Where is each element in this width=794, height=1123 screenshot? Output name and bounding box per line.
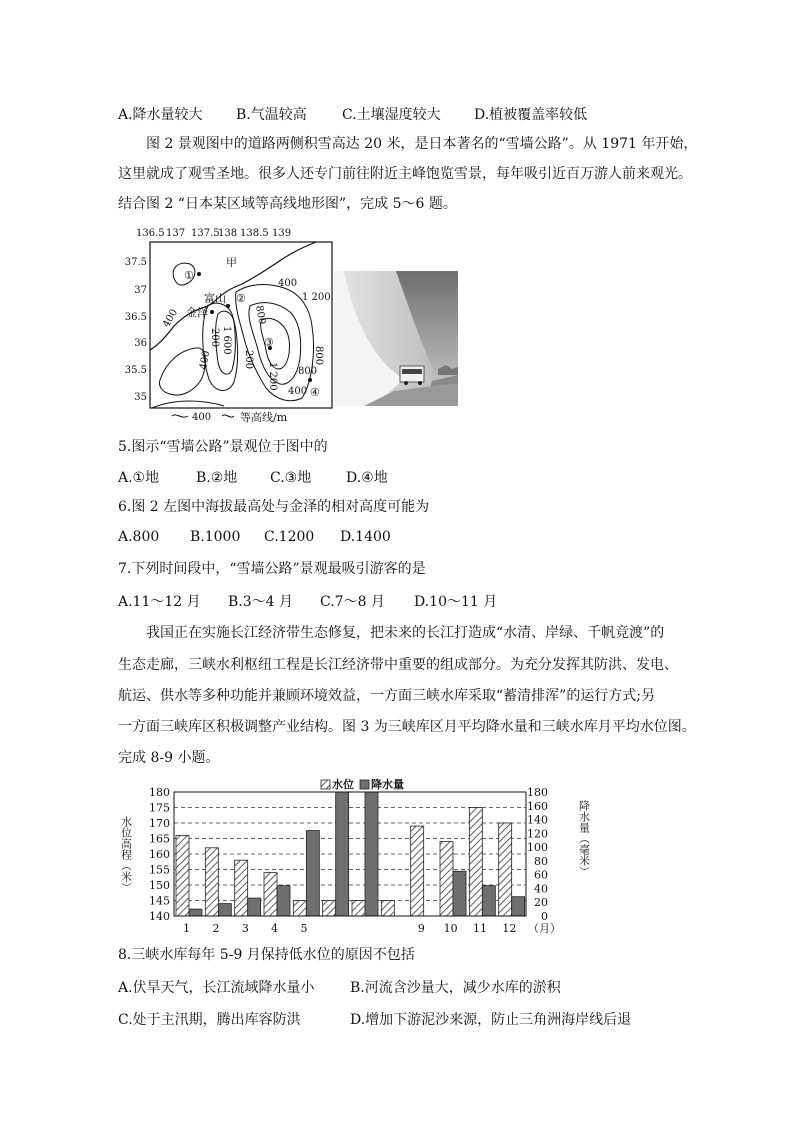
left-tick-label: 150	[149, 879, 170, 892]
intro89-line-5: 完成 8-9 小题。	[118, 750, 220, 766]
left-tick-label: 175	[149, 801, 170, 815]
legend-precip-swatch	[360, 780, 369, 789]
lon-tick: 139	[272, 228, 292, 239]
water-level-bar	[323, 901, 336, 917]
contour-label: 1 200	[267, 362, 278, 391]
month-label: 11	[473, 922, 487, 935]
contour-label: 200	[243, 350, 254, 370]
right-tick-label: 120	[527, 827, 548, 841]
right-tick-label: 180	[527, 786, 548, 799]
legend-text: 等高线/m	[240, 411, 288, 424]
precipitation-bar	[453, 871, 466, 916]
month-label: 5	[300, 922, 308, 935]
right-tick-label: 100	[527, 841, 548, 855]
legend-water-swatch	[321, 780, 330, 789]
precipitation-bar	[248, 898, 261, 916]
q5-option-a: A.①地	[118, 470, 160, 486]
q7-option-b: B.3～4 月	[228, 594, 294, 610]
right-tick-label: 140	[527, 813, 548, 827]
lat-tick: 35	[134, 392, 147, 403]
left-tick-label: 160	[149, 848, 170, 861]
q4-option-d: D.植被覆盖率较低	[474, 107, 588, 123]
right-tick-label: 80	[534, 854, 548, 868]
town-dot	[226, 304, 230, 308]
place-jinze: 金泽	[186, 306, 208, 319]
water-level-bar	[205, 848, 218, 916]
town-dot	[210, 310, 214, 314]
month-label: 4	[271, 922, 279, 935]
right-tick-label: 0	[541, 910, 548, 923]
precipitation-bar	[218, 904, 231, 916]
town-dot	[308, 378, 312, 382]
right-axis-ticks	[527, 786, 548, 923]
month-label: 2	[212, 922, 220, 935]
q5-option-c: C.③地	[270, 470, 312, 486]
contour-label: 1 200	[302, 292, 331, 303]
q7-option-c: C.7～8 月	[320, 594, 385, 610]
q6-option-a: A.800	[118, 529, 160, 545]
q8-stem: 8.三峡水库每年 5-9 月保持低水位的原因不包括	[118, 947, 415, 963]
precipitation-bar	[277, 886, 290, 916]
intro89-line-1: 我国正在实施长江经济带生态修复，把未来的长江打造成“水清、岸绿、千帆竞渡”的	[146, 625, 665, 641]
contour-label: 400	[161, 307, 181, 330]
contour-label: 800	[313, 346, 324, 366]
precipitation-bar	[482, 886, 495, 916]
q6-option-b: B.1000	[190, 529, 241, 545]
left-tick-label: 140	[149, 910, 170, 923]
month-label: 9	[417, 922, 425, 935]
lat-tick: 35.5	[124, 365, 147, 376]
q7-option-a: A.11～12 月	[118, 594, 201, 610]
q5-stem: 5.图示“雪墙公路”景观位于图中的	[118, 439, 328, 455]
town-dot	[197, 272, 201, 276]
q8-option-d: D.增加下游泥沙来源，防止三角洲海岸线后退	[350, 1012, 632, 1028]
intro89-line-3: 航运、供水等多种功能并兼顾环境效益，一方面三峡水库采取“蓄清排浑”的运行方式;另	[118, 688, 656, 704]
contour-map	[116, 222, 336, 428]
left-tick-label: 155	[149, 863, 170, 877]
lat-tick: 37.5	[124, 257, 147, 268]
place-fushan: 富山	[204, 292, 226, 305]
month-label: 3	[241, 922, 249, 935]
right-tick-label: 40	[534, 882, 548, 896]
water-level-bar	[293, 901, 306, 917]
water-level-bar	[469, 808, 482, 917]
lon-tick: 138.5	[240, 228, 269, 239]
lon-tick: 137	[166, 228, 186, 239]
contour-label: 800	[298, 366, 318, 377]
legend-value: 400	[192, 412, 212, 423]
left-axis-label: 水位高程（米）	[119, 816, 133, 893]
q8-option-b: B.河流含沙量大，减少水库的淤积	[350, 980, 561, 996]
contour-label: 1 600	[221, 326, 232, 355]
water-level-bar	[411, 826, 424, 916]
q7-stem: 7.下列时间段中，“雪墙公路”景观最吸引游客的是	[118, 561, 426, 577]
water-level-bar	[176, 835, 189, 916]
water-level-bar	[381, 901, 394, 917]
contour-label: 400	[288, 386, 308, 397]
marker-2: ②	[236, 292, 246, 305]
lon-tick: 138	[218, 228, 238, 239]
q5-option-b: B.②地	[196, 470, 238, 486]
month-unit: （月）	[528, 922, 561, 935]
precipitation-bar	[512, 897, 525, 916]
q6-option-d: D.1400	[340, 529, 391, 545]
water-level-bar	[440, 842, 453, 916]
q8-option-c: C.处于主汛期，腾出库容防洪	[118, 1012, 301, 1028]
marker-3: ③	[264, 336, 274, 349]
precipitation-bar	[306, 831, 319, 916]
left-tick-label: 165	[149, 832, 170, 846]
right-tick-label: 160	[527, 799, 548, 813]
marker-4: ④	[310, 386, 320, 399]
month-labels	[183, 922, 516, 935]
q4-option-a: A.降水量较大	[118, 107, 203, 123]
q6-stem: 6.图 2 左图中海拔最高处与金泽的相对高度可能为	[118, 499, 430, 515]
legend-water-label: 水位	[332, 778, 354, 791]
water-level-bar	[352, 901, 365, 917]
lat-tick: 36.5	[124, 312, 147, 323]
water-level-bar	[264, 873, 277, 916]
contour-label: 400	[278, 278, 298, 289]
precipitation-bar	[365, 792, 378, 916]
q6-option-c: C.1200	[264, 529, 315, 545]
right-tick-label: 60	[534, 868, 548, 882]
contour-label: 400	[198, 349, 213, 371]
lat-tick: 37	[134, 285, 147, 296]
intro89-line-2: 生态走廊，三峡水利枢纽工程是长江经济带中重要的组成部分。为充分发挥其防洪、发电、	[118, 657, 678, 673]
place-jia: 甲	[226, 256, 237, 269]
q4-option-b: B.气温较高	[236, 107, 307, 123]
intro56-line-1: 图 2 景观图中的道路两侧积雪高达 20 米，是日本著名的“雪墙公路”。从 1971 年开始，	[146, 136, 698, 152]
contour-label: 800	[253, 304, 268, 326]
lon-tick: 137.5	[191, 228, 220, 239]
intro56-line-3: 结合图 2 “日本某区域等高线地形图”，完成 5～6 题。	[118, 196, 457, 212]
intro56-line-2: 这里就成了观雪圣地。很多人还专门前往附近主峰饱览雪景，每年吸引近百万游人前来观光。	[118, 166, 692, 182]
marker-1: ①	[184, 269, 194, 282]
contour-label: 200	[209, 328, 220, 348]
intro89-line-4: 一方面三峡库区积极调整产业结构。图 3 为三峡库区月平均降水量和三峡水库月平均水位图。	[118, 719, 696, 735]
lat-tick: 36	[134, 338, 147, 349]
month-label: 12	[502, 922, 517, 935]
q8-option-a: A.伏旱天气，长江流域降水量小	[118, 980, 315, 996]
right-axis-label: 降水量（毫米）	[577, 800, 591, 877]
precipitation-bar	[189, 909, 202, 916]
q4-option-c: C.土壤湿度较大	[342, 107, 441, 123]
snow-wall-photo	[334, 271, 458, 406]
left-tick-label: 170	[149, 817, 170, 830]
month-label: 10	[443, 922, 458, 935]
q5-option-d: D.④地	[346, 470, 388, 486]
right-tick-label: 20	[534, 896, 548, 910]
water-level-bar	[499, 823, 512, 916]
lon-tick: 136.5	[136, 228, 165, 239]
month-label: 1	[183, 922, 191, 935]
q7-option-d: D.10～11 月	[414, 594, 498, 610]
left-axis-ticks	[149, 786, 170, 923]
left-tick-label: 145	[149, 894, 170, 908]
water-level-bar	[235, 860, 248, 916]
water-level-precipitation-chart	[116, 772, 594, 940]
left-tick-label: 180	[149, 786, 170, 799]
precipitation-bar	[336, 792, 349, 916]
legend-precip-label: 降水量	[371, 778, 404, 791]
